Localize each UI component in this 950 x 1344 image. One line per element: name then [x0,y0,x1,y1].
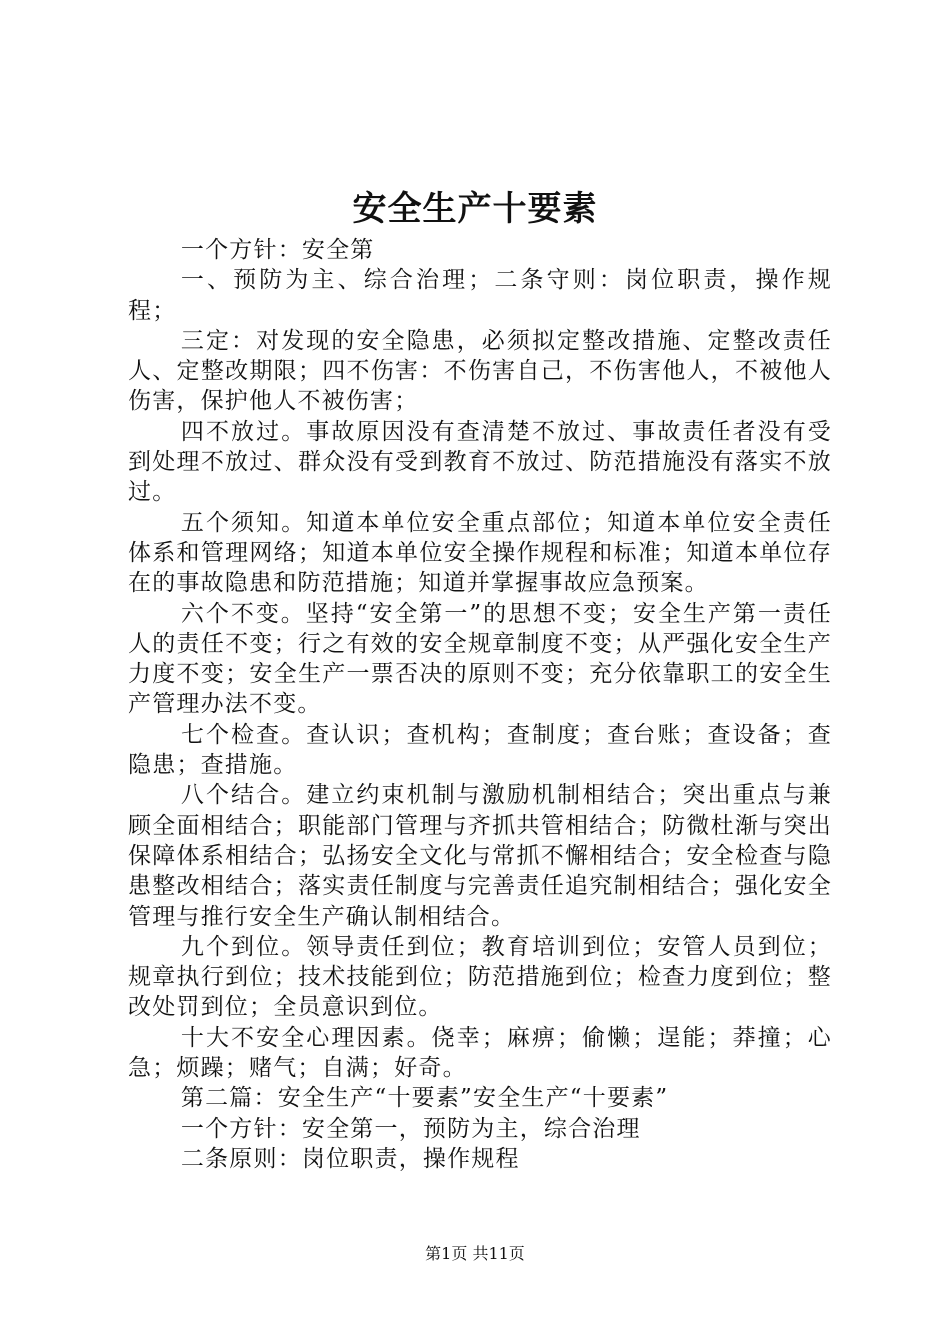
paragraph: 二条原则：岗位职责，操作规程 [180,1145,520,1172]
paragraph: 三定：对发现的安全隐患，必须拟定整改措施、定整改责任人、定整改期限；四不伤害：不伤害自己，不伤害他人，不被他人伤害，保护他人不被伤害； [128,327,832,415]
paragraph: 五个须知。知道本单位安全重点部位；知道本单位安全责任体系和管理网络；知道本单位安全操作规程和标准；知道本单位存在的事故隐患和防范措施；知道并掌握事故应急预案。 [128,509,832,597]
paragraph: 第二篇：安全生产“十要素”安全生产“十要素” [180,1085,669,1112]
document-title: 安全生产十要素 [352,189,598,229]
paragraph: 九个到位。领导责任到位；教育培训到位；安管人员到位；规章执行到位；技术技能到位；防范措施到位；检查力度到位；整改处罚到位；全员意识到位。 [128,933,832,1021]
paragraph: 八个结合。建立约束机制与激励机制相结合；突出重点与兼顾全面相结合；职能部门管理与齐抓共管相结合；防微杜渐与突出保障体系相结合；弘扬安全文化与常抓不懈相结合；安全检查与隐患整改相结合；落实责任制度与完善责任追究制相结合；强化安全管理与推行安全生产确认制相结合。 [128,782,832,930]
page-footer: 第1页 共11页 [425,1244,525,1263]
paragraph: 六个不变。坚持“安全第一”的思想不变；安全生产第一责任人的责任不变；行之有效的安全规章制度不变；从严强化安全生产力度不变；安全生产一票否决的原则不变；充分依靠职工的安全生产管理办法不变。 [128,600,832,718]
paragraph: 四不放过。事故原因没有查清楚不放过、事故责任者没有受到处理不放过、群众没有受到教育不放过、防范措施没有落实不放过。 [128,418,832,506]
document-body [128,235,832,1174]
paragraph: 十大不安全心理因素。侥幸；麻痹；偷懒；逞能；莽撞；心急；烦躁；赌气；自满；好奇。 [128,1024,832,1082]
paragraph: 一个方针：安全第 [180,237,375,263]
paragraph: 一个方针：安全第一，预防为主，综合治理 [180,1115,641,1142]
paragraph: 一、预防为主、综合治理；二条守则：岗位职责，操作规程； [128,267,832,324]
paragraph: 七个检查。查认识；查机构；查制度；查台账；查设备；查隐患；查措施。 [128,721,832,779]
